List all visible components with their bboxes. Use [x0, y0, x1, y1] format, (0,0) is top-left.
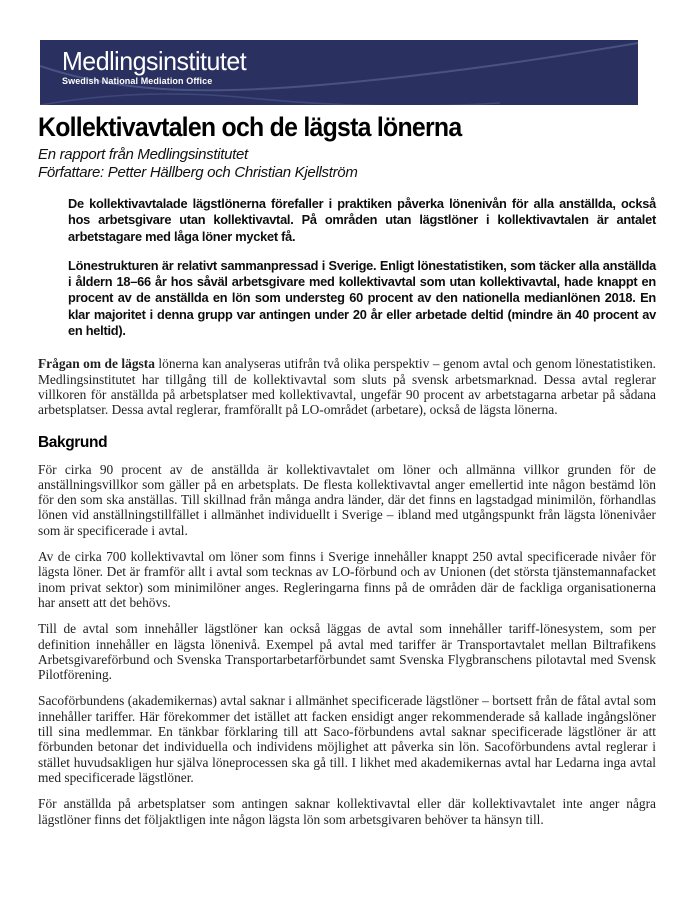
organization-banner [40, 40, 638, 105]
body-paragraph: För anställda på arbetsplatser som antingen saknar kollektivavtal eller där kollektivavtalet inte anger några lägstlöner finns det följaktligen inte någon lägsta lön som arbetsgivaren behöver ta hänsyn till. [38, 796, 656, 827]
body-paragraph: För cirka 90 procent av de anställda är kollektivavtalet om löner och allmänna villkor grunden för de anställningsvillkor som gäller på en arbetsplats. De flesta kollektivavtal anger emellertid inte någon bestämd lön för den som ska anställas. Till skillnad från många andra länder, där det finns en lagstadgad minimilön, förhandlas lönen vid anställningstillfället i allmänhet individuellt i Sverige – ibland med utgångspunkt från lägsta lönenivåer som är specificerade i avtal. [38, 461, 656, 538]
logo [62, 47, 254, 86]
document-authors: Författare: Petter Hällberg och Christian Kjellström [38, 164, 358, 181]
logo-title: Medlingsinstitutet [62, 46, 247, 76]
intro-paragraph-rest: lönerna kan analyseras utifrån två olika perspektiv – genom avtal och genom lönestatistiken. Medlingsinstitutet har tillgång till de kollektivavtal som sluts på svensk arbetsmarknad. Dessa avtal reglerar villkoren för anställda på arbetsplatser med kollektivavtal, ungefär 90 procent av arbetstagarna arbetar på sådana arbetsplatser. Dessa avtal reglerar, framförallt på LO-området (arbetare), också de lägsta lönerna. [38, 356, 656, 418]
section-heading-bakgrund: Bakgrund [38, 433, 108, 451]
lead-paragraph: De kollektivavtalade lägstlönerna förefaller i praktiken påverka lönenivån för alla anställda, också hos arbetsgivare utan kollektivavtal. På områden utan lägstlöner i kollektivavtalen är antalet arbetstagare med låga löner mycket få. [68, 196, 656, 244]
document-title: Kollektivavtalen och de lägsta lönerna [38, 112, 462, 142]
intro-paragraph [38, 356, 656, 417]
body-paragraph: Av de cirka 700 kollektivavtal om löner som finns i Sverige innehåller knappt 250 avtal specificerade nivåer för lägsta löner. Det är framför allt i avtal som tecknas av LO-förbund och av Unionen (det största tjänstemannafacket inom privat sektor) som minimilöner anges. Regleringarna finns på de områden där de fackliga organisationerna har ansett att det behövs. [38, 549, 656, 610]
intro-paragraph-lead: Frågan om de lägsta [38, 356, 155, 372]
body-paragraph: Sacoförbundens (akademikernas) avtal saknar i allmänhet specificerade lägstlöner – bortsett från de fåtal avtal som innehåller tariffer. Här förekommer det istället att facken ensidigt anger rekommenderade så kallade ingångslöner till sina medlemmar. En tänkbar förklaring till att Saco-förbundens avtal saknar specificerade lägstlöner är att förbunden betonar det individuella och individens möjlighet att påverka sin lön. Sacoförbundens avtal reglerar i stället huvudsakligen hur själva löneprocessen ska gå till. I likhet med akademikernas avtal har Ledarna inga avtal med specificerade lägstlöner. [38, 693, 656, 785]
document-body [38, 112, 656, 838]
document-subtitle: En rapport från Medlingsinstitutet [38, 146, 248, 163]
lead-paragraph: Lönestrukturen är relativt sammanpressad i Sverige. Enligt lönestatistiken, som täcker alla anställda i åldern 18–66 år hos såväl arbetsgivare med kollektivavtal som utan kollektivavtal, hade knappt en procent av de anställda en lön som understeg 60 procent av den nationella medianlönen 2018. En klar majoritet i denna grupp var antingen under 20 år eller arbetade deltid (mindre än 40 procent av en heltid). [68, 257, 656, 339]
lead-summary-block [68, 196, 656, 339]
body-paragraph: Till de avtal som innehåller lägstlöner kan också läggas de avtal som innehåller tariff-lönesystem, som per definition innehåller en lägsta lönenivå. Exempel på avtal med tariffer är Transportavtalet mellan Biltrafikens Arbetsgivareförbund och Svenska Transportarbetarförbundet samt Svenska Flygbranschens pilotavtal med Svensk Pilotförening. [38, 621, 656, 683]
logo-subtitle: Swedish National Mediation Office [62, 76, 213, 86]
